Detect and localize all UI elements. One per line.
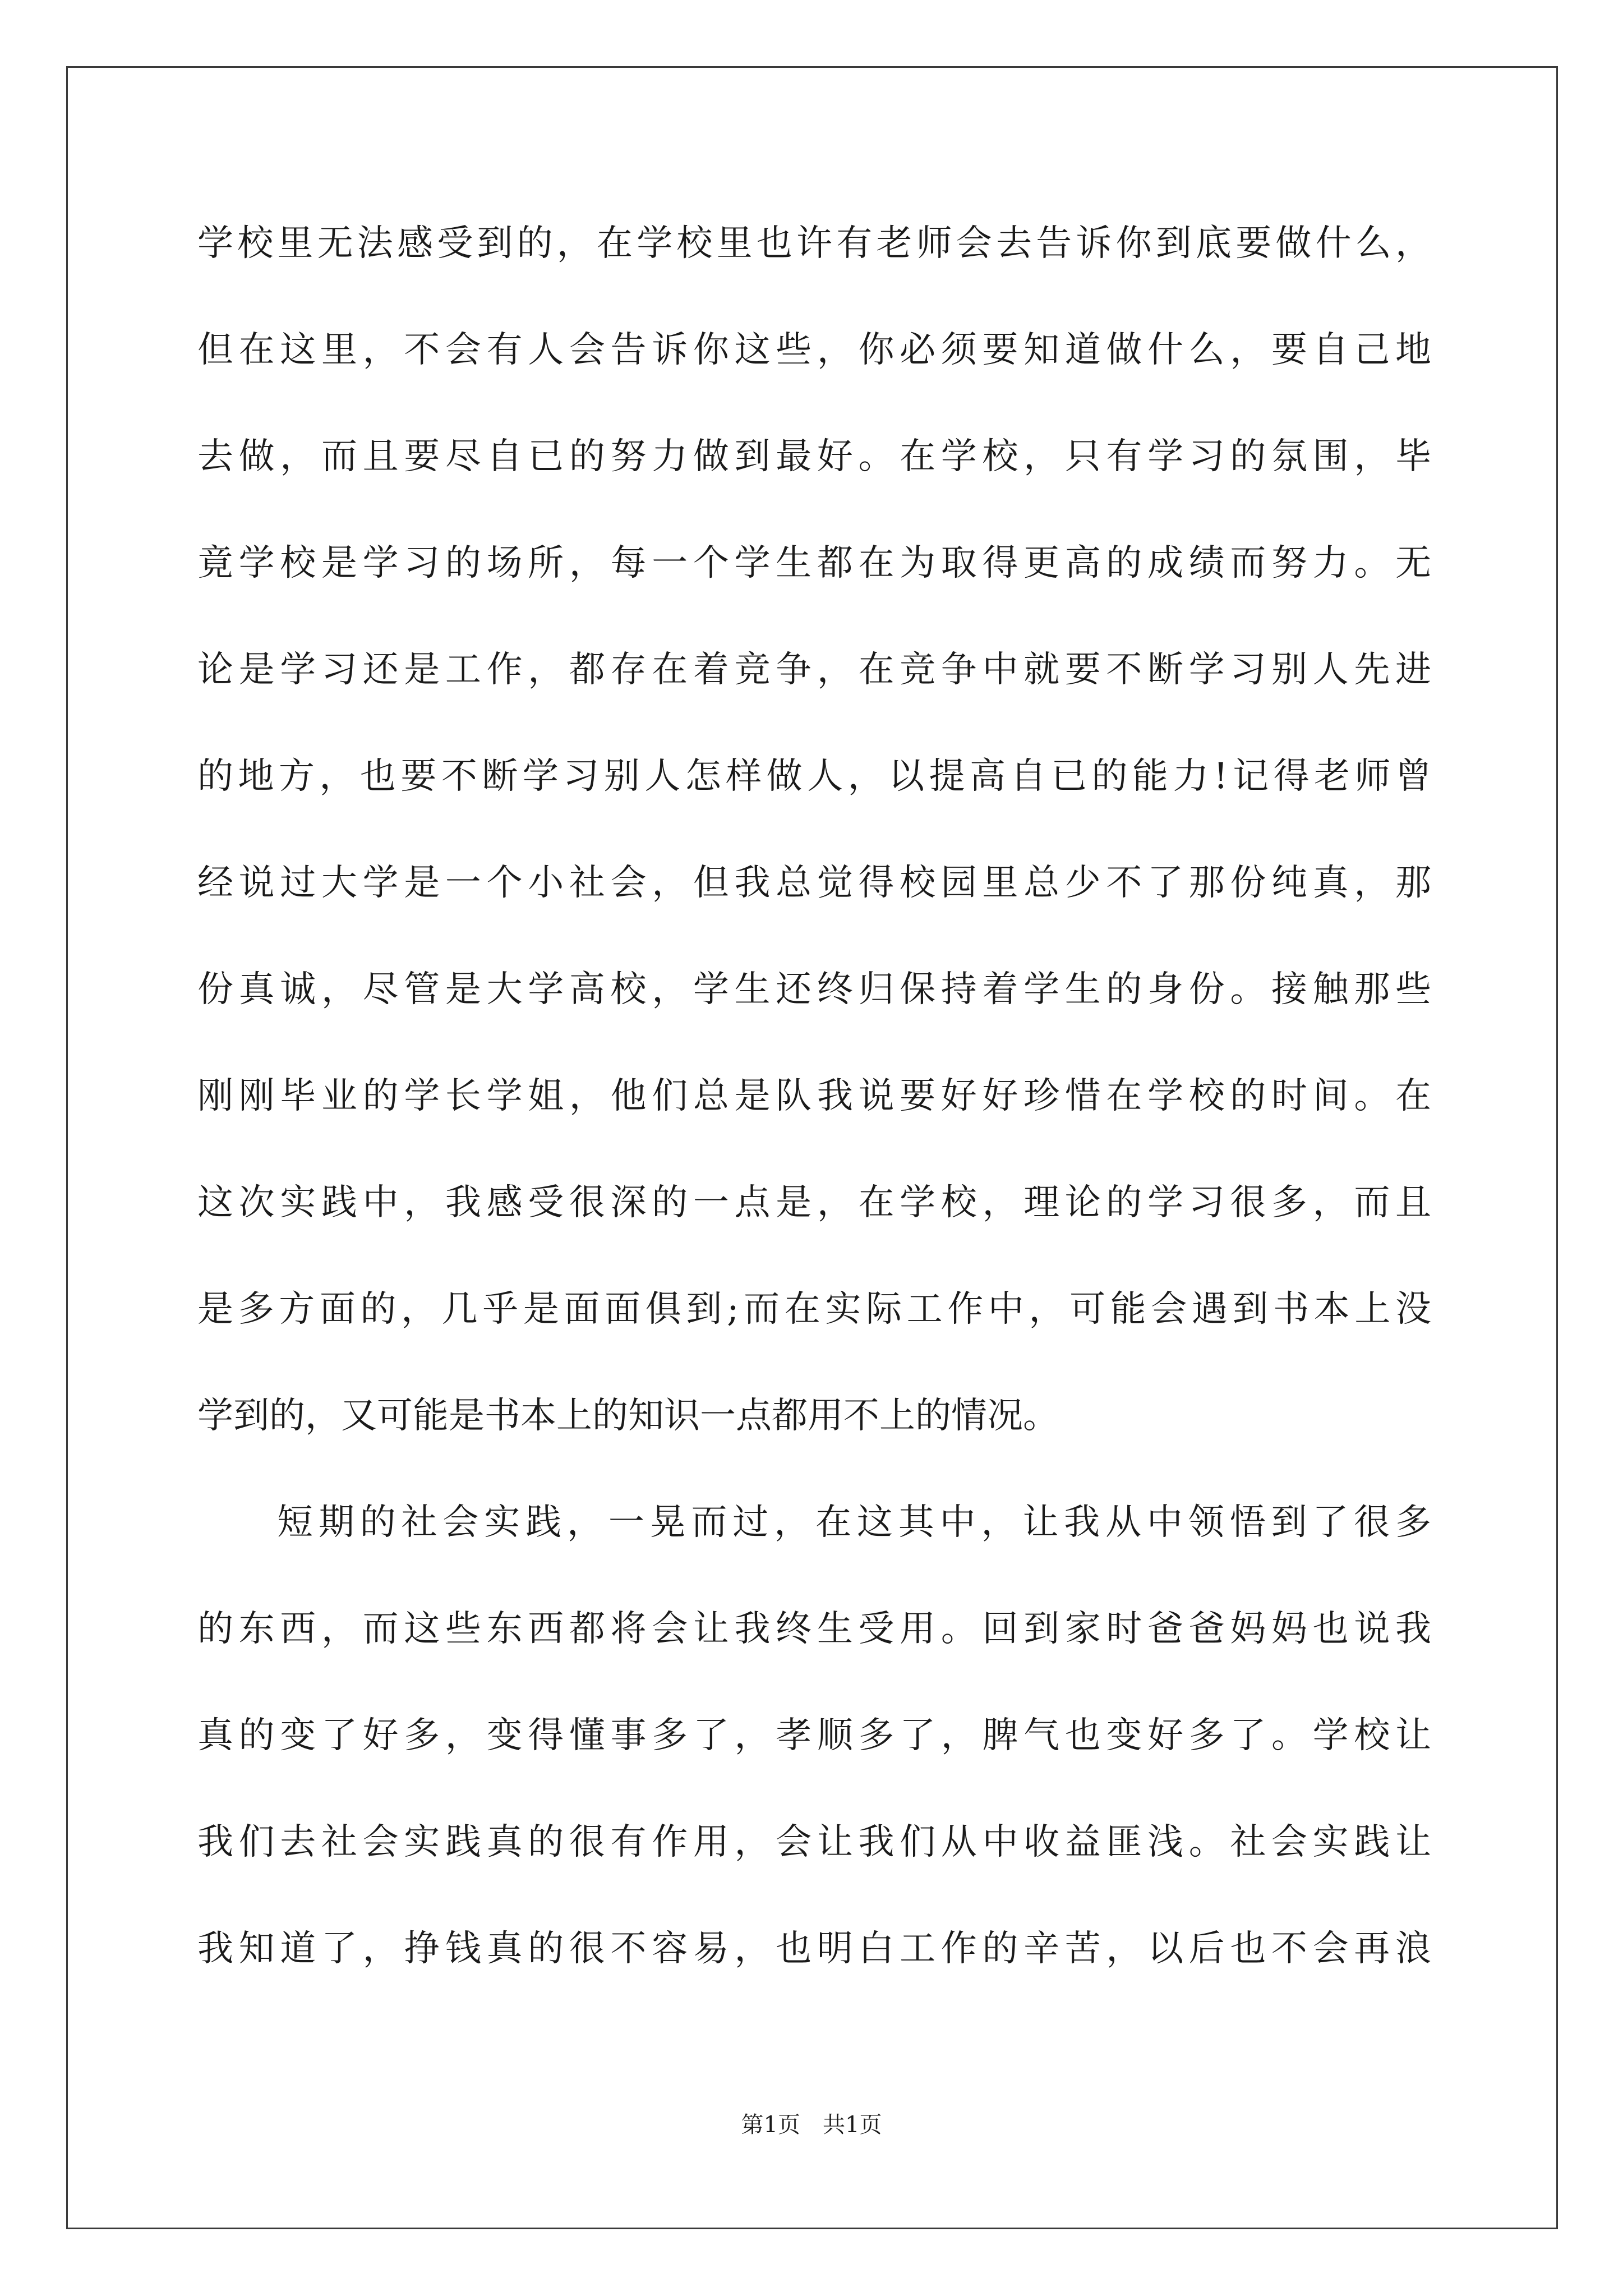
paragraph-1-line-3: 去做，而且要尽自已的努力做到最好。在学校，只有学习的氛围，毕 xyxy=(197,436,1431,477)
paragraph-1-line-2: 但在这里，不会有人会告诉你这些，你必须要知道做什么，要自己地 xyxy=(197,329,1431,371)
paragraph-1-line-4: 竟学校是学习的场所，每一个学生都在为取得更高的成绩而努力。无 xyxy=(197,542,1431,584)
paragraph-1-line-5: 论是学习还是工作，都存在着竞争，在竞争中就要不断学习别人先进 xyxy=(197,649,1431,691)
paragraph-2-line-5: 我知道了，挣钱真的很不容易，也明白工作的辛苦，以后也不会再浪 xyxy=(197,1928,1431,1970)
paragraph-2-line-4: 我们去社会实践真的很有作用，会让我们从中收益匪浅。社会实践让 xyxy=(197,1821,1431,1863)
paragraph-1-line-7: 经说过大学是一个小社会，但我总觉得校园里总少不了那份纯真，那 xyxy=(197,862,1431,904)
paragraph-1-line-8: 份真诚，尽管是大学高校，学生还终归保持着学生的身份。接触那些 xyxy=(197,969,1431,1010)
page-footer: 第1页 共1页 xyxy=(741,2112,882,2138)
paragraph-1-line-6: 的地方，也要不断学习别人怎样做人，以提高自已的能力!记得老师曾 xyxy=(197,756,1431,797)
paragraph-1-line-12: 学到的，又可能是书本上的知识一点都用不上的情况。 xyxy=(197,1395,1059,1437)
paragraph-1-line-11: 是多方面的，几乎是面面俱到;而在实际工作中，可能会遇到书本上没 xyxy=(197,1289,1431,1330)
paragraph-2-line-2: 的东西，而这些东西都将会让我终生受用。回到家时爸爸妈妈也说我 xyxy=(197,1608,1431,1650)
page-border xyxy=(66,66,1558,2229)
paragraph-1-line-1: 学校里无法感受到的，在学校里也许有老师会去告诉你到底要做什么， xyxy=(197,223,1431,264)
paragraph-1-line-9: 刚刚毕业的学长学姐，他们总是队我说要好好珍惜在学校的时间。在 xyxy=(197,1075,1431,1117)
paragraph-1-line-10: 这次实践中，我感受很深的一点是，在学校，理论的学习很多，而且 xyxy=(197,1182,1431,1223)
paragraph-2-line-3: 真的变了好多，变得懂事多了，孝顺多了，脾气也变好多了。学校让 xyxy=(197,1715,1431,1756)
paragraph-2-line-1: 短期的社会实践，一晃而过，在这其中，让我从中领悟到了很多 xyxy=(277,1502,1431,1543)
